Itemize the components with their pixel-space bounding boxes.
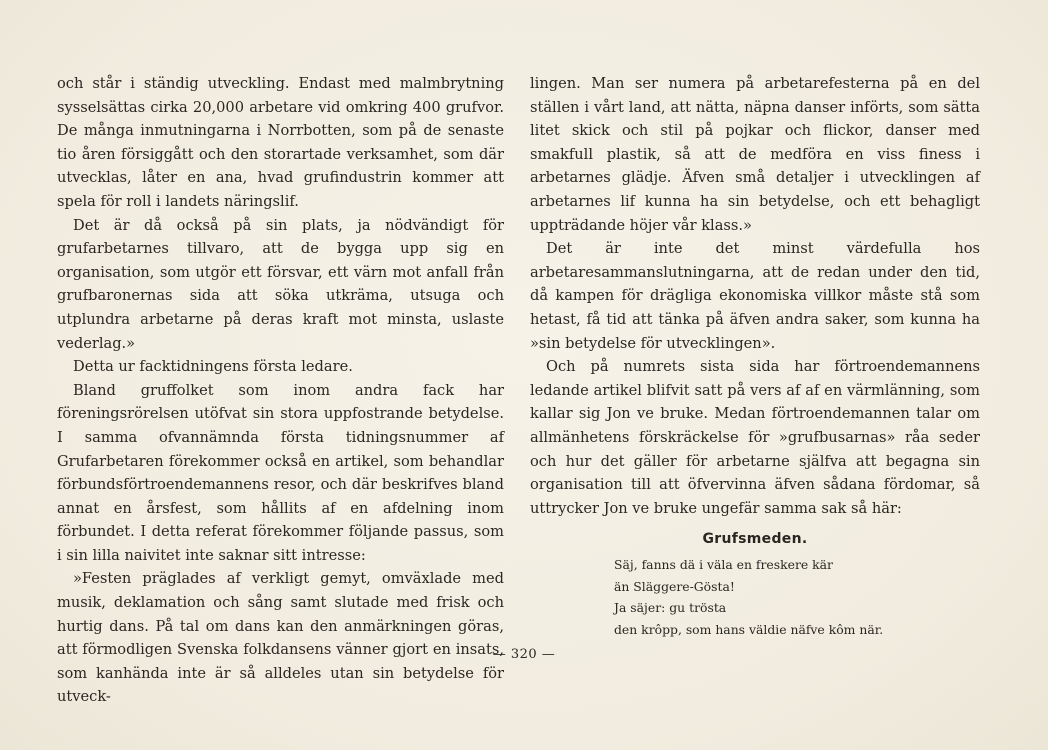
quote-paragraph: »Festen präglades af verkligt gemyt, omväxlade med musik, deklamation och sång samt slutade med frisk och hurtig dans. På tal om dans kan den anmärkningen göras, att förmodligen Svenska folkdansens vänner gjort en insats, som kanhända inte är så alldeles utan sin betydelse för utveck- <box>57 570 504 706</box>
paragraph: Bland gruffolket som inom andra fack har föreningsrörelsen utöfvat sin stora uppfostrande betydelse. I samma ofvannämnda första tidningsnummer af Grufarbetaren förekommer också en artikel, som behandlar förbundsförtroendemannens resor, och där beskrifves bland annat en årsfest, som hållits af en afdelning inom förbundet. I detta referat förekommer följande passus, som i sin lilla naivitet inte saknar sitt intresse: <box>57 381 504 564</box>
poem-line: Säj, fanns dä i väla en freskere kär <box>614 557 833 573</box>
poem-line: än Släggere-Gösta! <box>614 578 735 594</box>
paragraph: Detta ur facktidningens första ledare. <box>73 358 353 376</box>
poem-title: Grufsmeden. <box>702 531 808 548</box>
page-number: — 320 — <box>492 647 556 662</box>
poem <box>614 554 980 640</box>
paragraph: Det är då också på sin plats, ja nödvändigt för grufarbetarnes tillvaro, att de bygga upp sig en organisation, som utgör ett försvar, ett värn mot anfall från grufbaronernas sida att söka utkräma, utsuga och utplundra arbetarne på deras kraft mot minsta, uslaste vederlag.» <box>57 216 504 352</box>
poem-line: den krôpp, som hans väldie näfve kôm när. <box>614 621 884 637</box>
poem-line: Ja säjer: gu trösta <box>614 600 727 616</box>
paragraph: Och på numrets sista sida har förtroendemannens ledande artikel blifvit satt på vers af af en värmlänning, som kallar sig Jon ve bruke. Medan förtroendemannen talar om allmänhetens förskräckelse för »grufbusarnas» råa seder och hur det gäller för arbetarne själfva att begagna sin organisation till att öfvervinna äfven sådana fördomar, så uttrycker Jon ve bruke ungefär samma sak så här: <box>530 358 980 517</box>
paragraph: och står i ständig utveckling. Endast med malmbrytning sysselsättas cirka 20,000 arbetare vid omkring 400 grufvor. De många inmutningarna i Norrbotten, som på de senaste tio åren försiggått och den storartade verksamhet, som där utvecklas, låter en ana, hvad grufindustrin kommer att spela för roll i landets näringslif. <box>57 75 504 210</box>
paragraph: lingen. Man ser numera på arbetarefesterna på en del ställen i vårt land, att nätta, näpna danser införts, som sätta litet skick och stil på pojkar och flickor, danser med smakfull plastik, så att de medföra en viss finess i arbetarnes glädje. Äfven små detaljer i utvecklingen af arbetarnes lif kunna ha sin betydelse, och ett behagligt uppträdande höjer vår klass.» <box>530 75 980 234</box>
paragraph: Det är inte det minst värdefulla hos arbetaresammanslutningarna, att de redan under den tid, då kampen för drägliga ekonomiska villkor måste stå som hetast, få tid att tänka på äfven andra saker, som kunna ha »sin betydelse för utvecklingen». <box>530 240 980 352</box>
left-column <box>57 72 504 709</box>
right-column <box>530 72 980 640</box>
